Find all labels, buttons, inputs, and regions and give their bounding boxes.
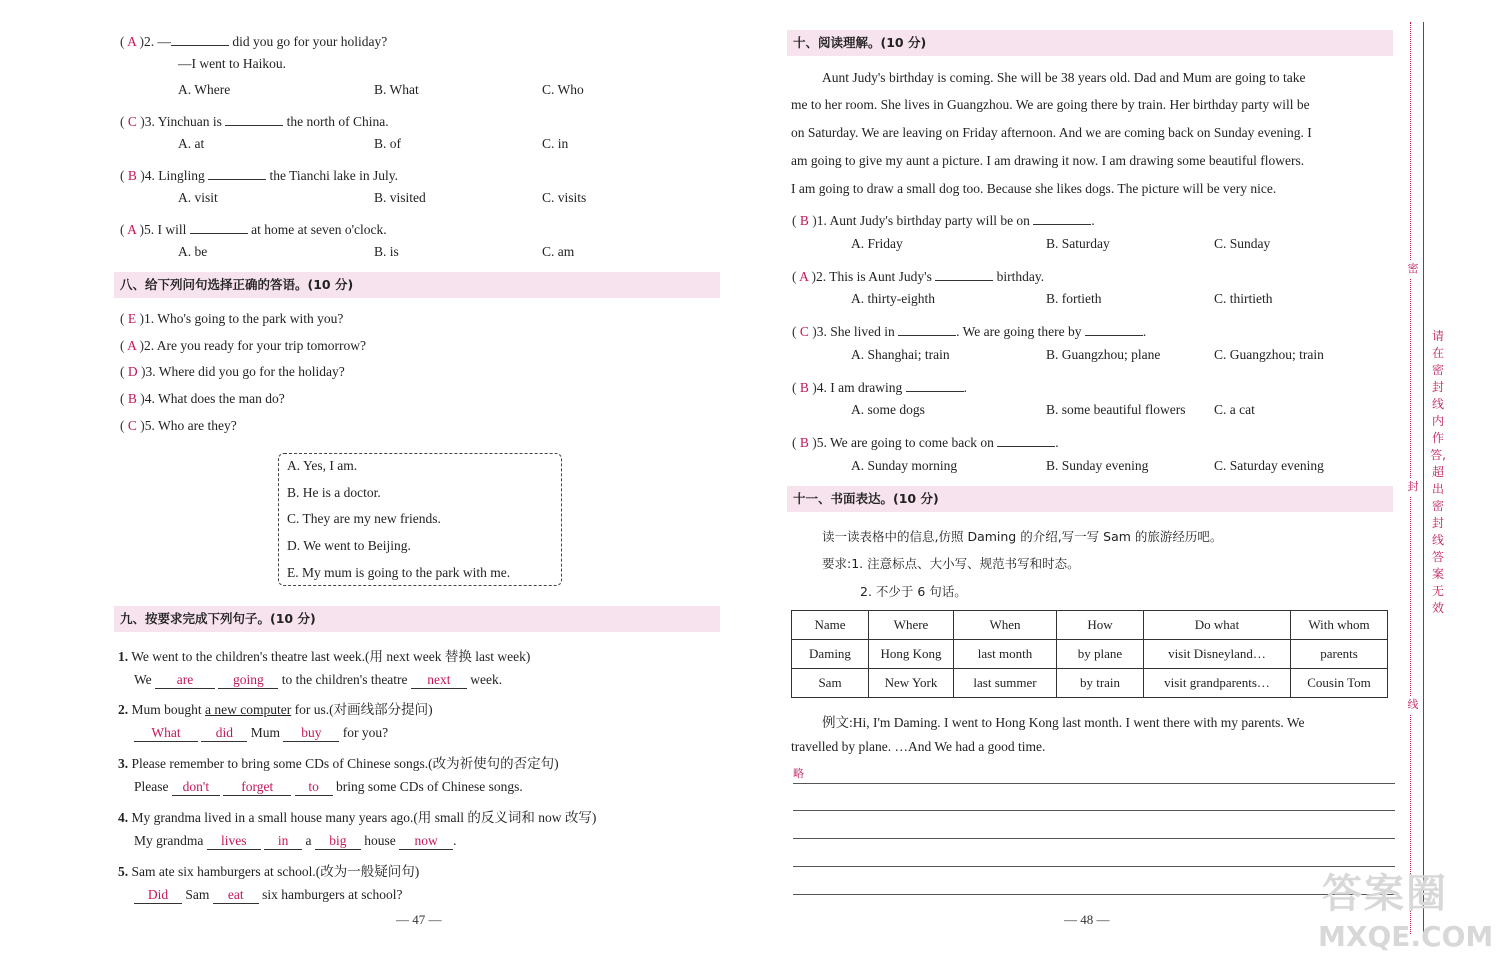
option: E. My mum is going to the park with me. [287, 565, 511, 580]
blank[interactable] [225, 109, 283, 126]
table-row: Daming Hong Kong last month by plane visit Disneyland… parents [792, 640, 1388, 669]
reading-question-2: ( A )2. This is Aunt Judy's birthday. [792, 264, 1044, 285]
option: C. Sunday [1214, 236, 1271, 251]
reading-question-3: ( C )3. She lived in . We are going there by . [792, 319, 1146, 340]
option: A. Yes, I am. [287, 458, 358, 473]
option: B. visited [374, 190, 426, 205]
writing-requirement: 要求:1. 注意标点、大小写、规范书写和时态。 [822, 556, 1080, 571]
mc-question-4: ( B )4. Lingling the Tianchi lake in July. [120, 163, 398, 184]
option: A. at [178, 136, 205, 151]
mc-question-3: ( C )3. Yinchuan is the north of China. [120, 109, 389, 130]
option: B. Sunday evening [1046, 458, 1149, 473]
writing-line[interactable] [793, 866, 1395, 867]
passage-line: I am going to draw a small dog too. Because she likes dogs. The picture will be very nice. [791, 181, 1277, 196]
rewrite-answer-4: My grandma lives in a big house now . [134, 833, 457, 848]
writing-line[interactable] [793, 810, 1395, 811]
reading-question-1: ( B )1. Aunt Judy's birthday party will be on . [792, 208, 1095, 229]
section-11-title: 十一、书面表达。(10 分) [787, 486, 1393, 512]
option: B. Saturday [1046, 236, 1110, 251]
option: A. be [178, 244, 208, 259]
option: C. a cat [1214, 402, 1255, 417]
option: A. Shanghai; train [851, 347, 950, 362]
option: B. He is a doctor. [287, 485, 381, 500]
writing-requirement: 2. 不少于 6 句话。 [860, 584, 967, 599]
option: C. Guangzhou; train [1214, 347, 1324, 362]
answer-omitted-mark: 略 [793, 767, 804, 780]
option: A. visit [178, 190, 218, 205]
table-header: Do what [1144, 611, 1291, 640]
option: C. They are my new friends. [287, 511, 441, 526]
example-text: travelled by plane. …And We had a good time. [791, 739, 1046, 754]
rewrite-answer-1: We are going to the children's theatre next week. [134, 672, 503, 687]
option: C. Who [542, 82, 584, 97]
option: B. some beautiful flowers [1046, 402, 1186, 417]
mc-question-2: ( A )2. — did you go for your holiday? [120, 29, 387, 50]
table-header: How [1057, 611, 1144, 640]
table-header-row [792, 611, 1388, 640]
rewrite-question-3: 3. Please remember to bring some CDs of Chinese songs.(改为祈使句的否定句) [118, 756, 559, 771]
match-item: ( C )5. Who are they? [120, 418, 237, 433]
option: B. fortieth [1046, 291, 1102, 306]
match-item: ( B )4. What does the man do? [120, 391, 285, 406]
rewrite-answer-2: What did Mum buy for you? [134, 725, 388, 742]
page-number-right: — 48 — [1064, 912, 1110, 927]
option: A. Sunday morning [851, 458, 958, 473]
example-text: 例文:Hi, I'm Daming. I went to Hong Kong last month. I went there with my parents. We [822, 715, 1305, 730]
option: A. Where [178, 82, 231, 97]
option: B. Guangzhou; plane [1046, 347, 1161, 362]
seal-mark: 封 [1404, 478, 1422, 496]
reading-question-5: ( B )5. We are going to come back on . [792, 430, 1059, 451]
writing-line[interactable] [793, 838, 1395, 839]
section-8-title: 八、给下列问句选择正确的答语。(10 分) [114, 272, 720, 298]
option: B. is [374, 244, 399, 259]
passage-line: am going to give my aunt a picture. I am drawing it now. I am drawing some beautiful flowers. [791, 153, 1305, 168]
seal-mark: 线 [1404, 696, 1422, 714]
rewrite-question-4: 4. My grandma lived in a small house many years ago.(用 small 的反义词和 now 改写) [118, 810, 597, 825]
option: A. thirty-eighth [851, 291, 935, 306]
table-header: Where [869, 611, 954, 640]
blank[interactable] [190, 217, 248, 234]
seal-mark: 密 [1404, 260, 1422, 278]
answer-letter: A [127, 34, 137, 49]
mc-question-5: ( A )5. I will at home at seven o'clock. [120, 217, 387, 238]
writing-instruction: 读一读表格中的信息,仿照 Daming 的介绍,写一写 Sam 的旅游经历吧。 [822, 529, 1223, 544]
reading-question-4: ( B )4. I am drawing . [792, 375, 967, 396]
watermark-logo: 答案圈 [1322, 871, 1448, 917]
answer-letter: C [127, 114, 137, 129]
table-header: When [954, 611, 1057, 640]
option: B. What [374, 82, 419, 97]
seal-instruction: 请在密封线内作答,超出密封线答案无效 [1430, 329, 1446, 615]
dialogue-line: —I went to Haikou. [178, 56, 286, 71]
option: C. visits [542, 190, 587, 205]
passage-line: on Saturday. We are leaving on Friday afternoon. And we are coming back on Sunday evening. I [791, 125, 1312, 140]
table-row: Sam New York last summer by train visit grandparents… Cousin Tom [792, 669, 1388, 698]
option: C. am [542, 244, 575, 259]
passage-line: me to her room. She lives in Guangzhou. We are going there by train. Her birthday party will be [791, 97, 1310, 112]
option: C. Saturday evening [1214, 458, 1324, 473]
rewrite-answer-5: Did Sam eat six hamburgers at school? [134, 887, 403, 904]
option: A. Friday [851, 236, 903, 251]
match-item: ( E )1. Who's going to the park with you? [120, 311, 344, 326]
option: A. some dogs [851, 402, 925, 417]
blank[interactable] [171, 29, 229, 46]
table-header: Name [792, 611, 869, 640]
writing-line[interactable] [793, 894, 1395, 895]
page-number-left: — 47 — [396, 912, 442, 927]
option: C. in [542, 136, 569, 151]
option: D. We went to Beijing. [287, 538, 411, 553]
blank[interactable] [208, 163, 266, 180]
rewrite-question-1: 1. We went to the children's theatre last week.(用 next week 替换 last week) [118, 649, 531, 664]
rewrite-question-2: 2. Mum bought a new computer for us.(对画线部分提问) [118, 702, 433, 717]
watermark-url: MXQE.COM [1318, 920, 1494, 953]
option: C. thirtieth [1214, 291, 1273, 306]
rewrite-answer-3: Please don't forget to bring some CDs of Chinese songs. [134, 779, 523, 794]
answer-letter: A [127, 222, 137, 237]
option: B. of [374, 136, 401, 151]
writing-line[interactable] [793, 783, 1395, 784]
match-item: ( A )2. Are you ready for your trip tomorrow? [120, 338, 366, 353]
travel-info-table [791, 610, 1388, 698]
table-header: With whom [1291, 611, 1388, 640]
answer-letter: B [127, 168, 137, 183]
section-10-title: 十、阅读理解。(10 分) [787, 30, 1393, 56]
section-9-title: 九、按要求完成下列句子。(10 分) [114, 606, 720, 632]
rewrite-question-5: 5. Sam ate six hamburgers at school.(改为一般疑问句) [118, 864, 420, 879]
passage-line: Aunt Judy's birthday is coming. She will be 38 years old. Dad and Mum are going to take [822, 70, 1306, 85]
match-item: ( D )3. Where did you go for the holiday? [120, 364, 345, 379]
